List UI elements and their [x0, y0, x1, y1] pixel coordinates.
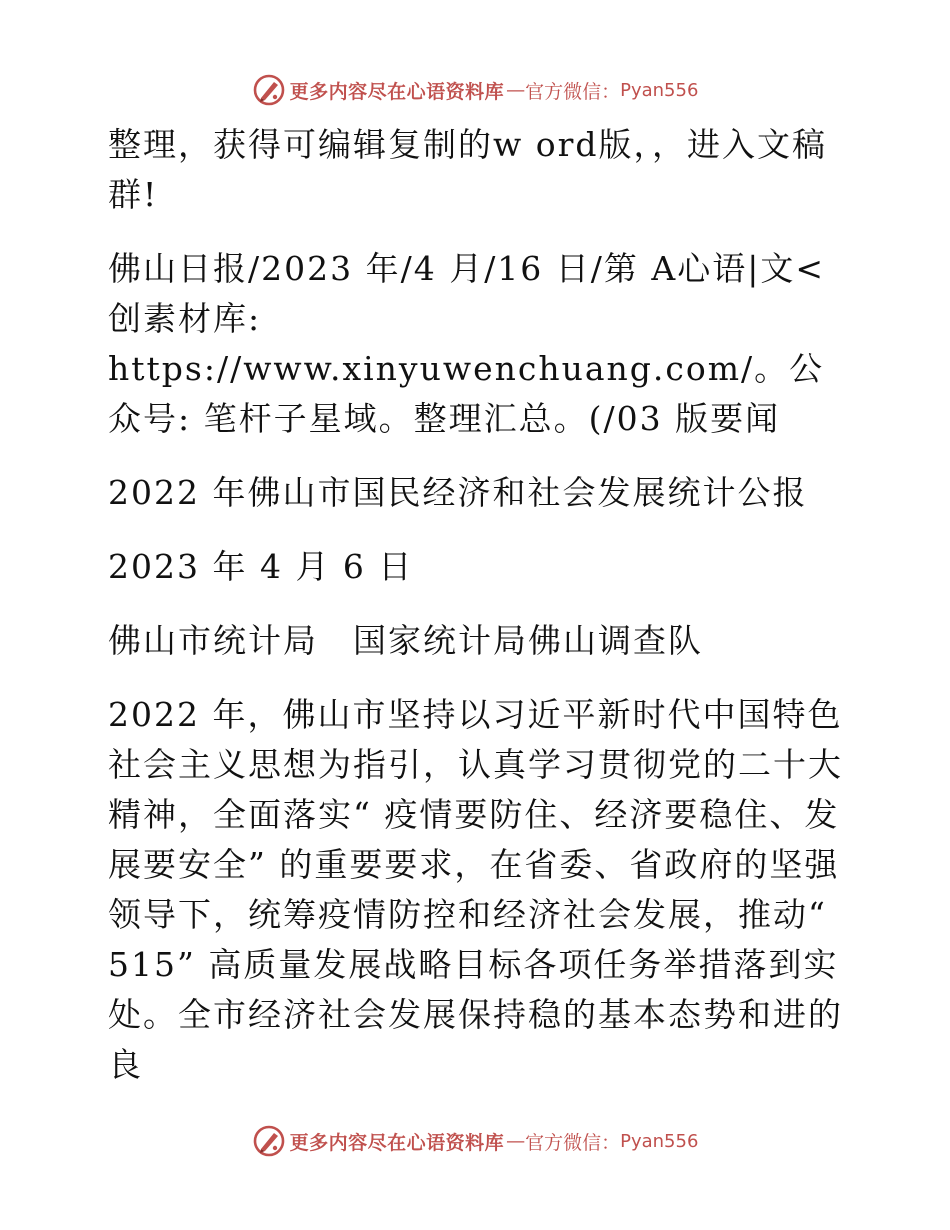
pen-circle-logo-icon	[252, 73, 286, 107]
header-watermark-banner	[0, 70, 950, 110]
banner-wechat-id: Pyan556	[620, 79, 699, 101]
banner-wechat-label: 官方微信：	[525, 1131, 621, 1154]
banner-brand-text: 更多内容尽在心语资料库	[289, 1131, 505, 1154]
report-authors: 佛山市统计局 国家统计局佛山调查队	[108, 621, 703, 660]
banner-dash: —	[506, 1130, 524, 1152]
report-date: 2023 年 4 月 6 日	[108, 547, 414, 586]
report-title: 2022 年佛山市国民经济和社会发展统计公报	[108, 473, 808, 512]
banner-dash: —	[506, 79, 524, 101]
banner-wechat-label: 官方微信：	[525, 80, 621, 103]
banner-brand-text: 更多内容尽在心语资料库	[289, 80, 505, 103]
paragraph-summary: 2022 年，佛山市坚持以习近平新时代中国特色社会主义思想为指引，认真学习贯彻党的二十大精神，全面落实“ 疫情要防住、经济要稳住、发展要安全” 的重要要求，在省委、省政府的坚强领导下，统筹疫情防控和经济社会发展，推动“ 515” 高质量发展战略目标各项任务举措落到实处。全市经济社会发展保持稳的基本态势和进的良	[108, 695, 843, 1084]
footer-watermark-banner	[0, 1121, 950, 1161]
banner-wechat-id: Pyan556	[620, 1130, 699, 1152]
paragraph-intro: 整理，获得可编辑复制的w ord版，，进入文稿群!	[108, 125, 828, 214]
pen-circle-logo-icon	[252, 1124, 286, 1158]
document-body	[98, 120, 858, 1090]
paragraph-source: 佛山日报/2023 年/4 月/16 日/第 A心语|文<创素材库: https://www.xinyuwenchuang.com/。公众号: 笔杆子星域。整理汇总。(/03 版要闻	[108, 249, 826, 438]
